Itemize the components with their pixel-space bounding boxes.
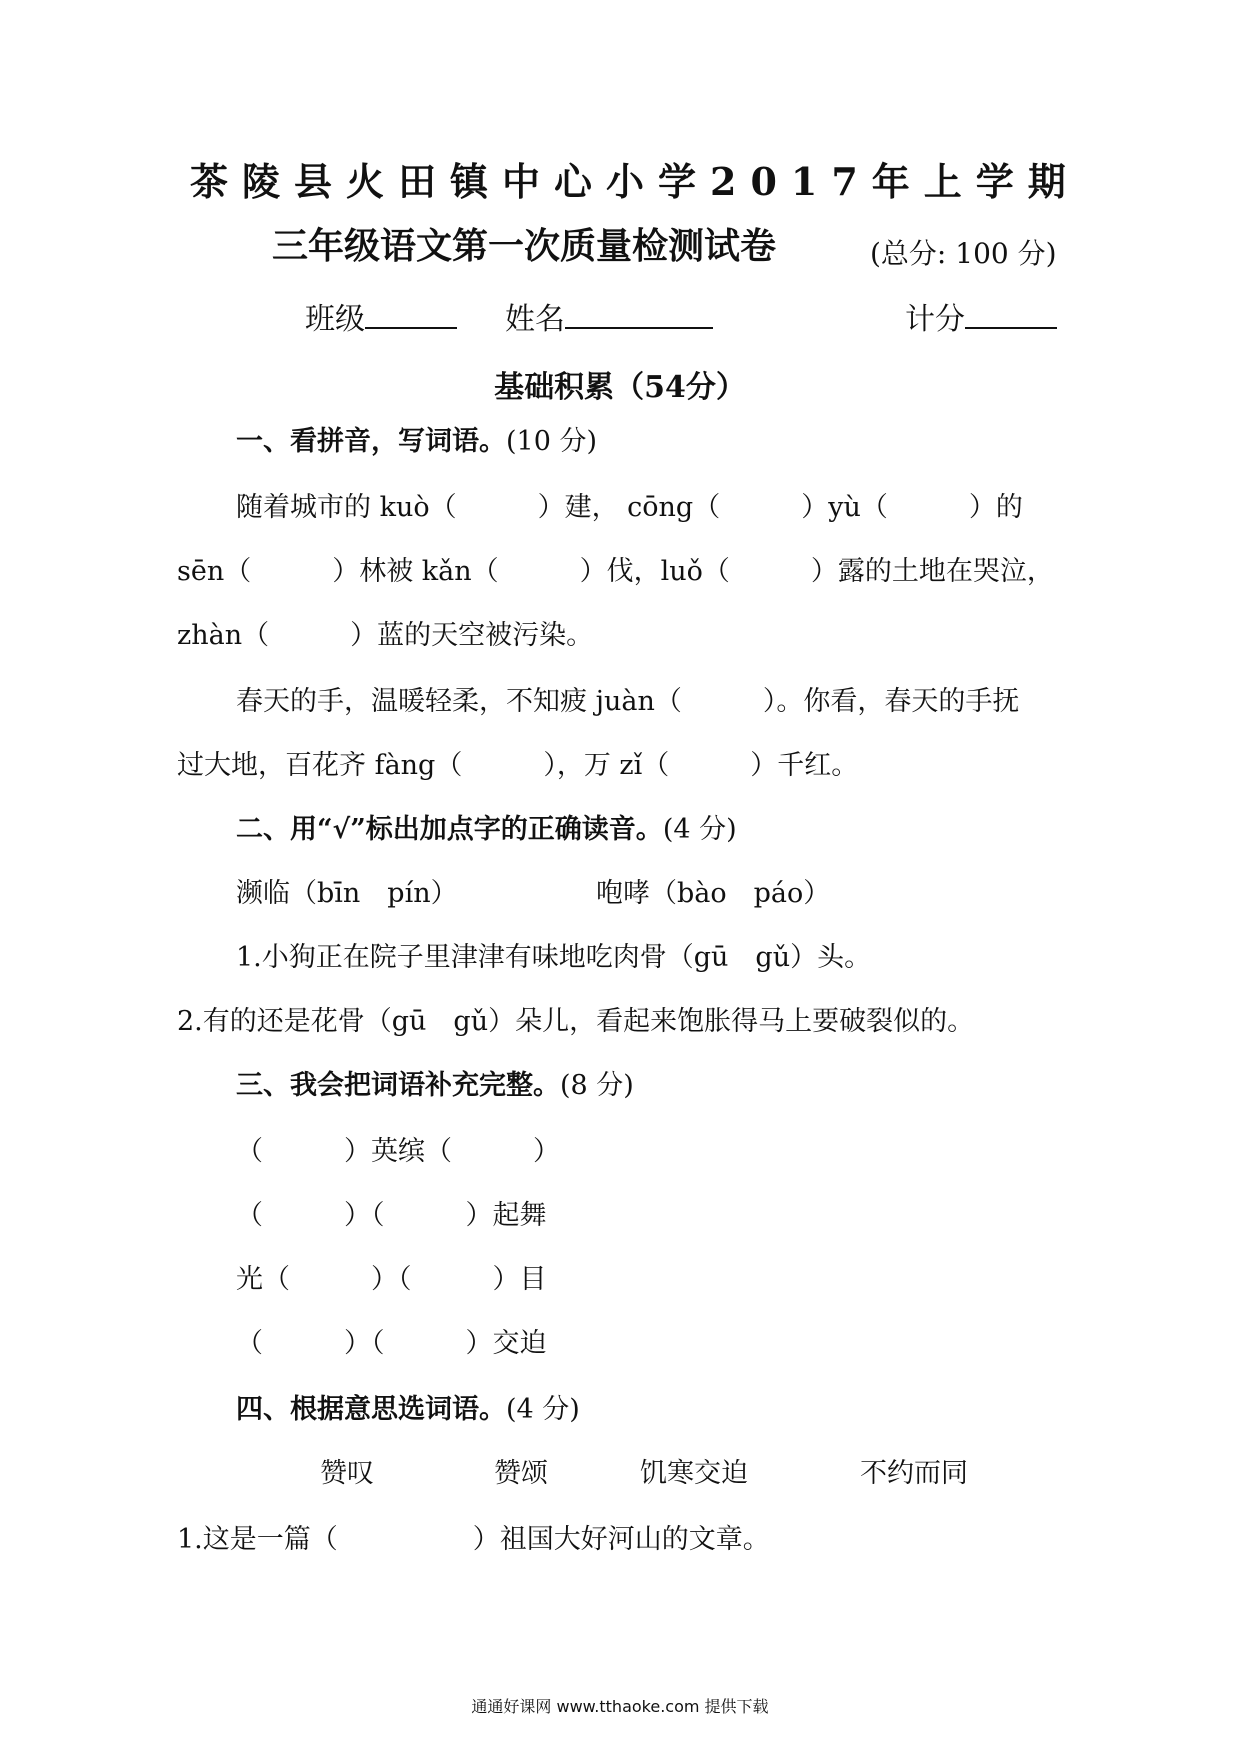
total-score: (总分: 100 分) <box>870 237 1057 270</box>
q2-points: (4 分) <box>662 814 737 845</box>
q4-option-1: 赞叹 <box>320 1458 374 1489</box>
q4-option-4: 不约而同 <box>860 1458 968 1489</box>
class-blank <box>365 325 457 329</box>
name-blank <box>565 325 713 329</box>
q3-line-2: （ ）（ ）起舞 <box>236 1200 547 1231</box>
score-field <box>905 294 1057 338</box>
q4-title: 四、根据意思选词语。 <box>236 1394 506 1425</box>
q3-heading <box>236 1068 634 1104</box>
q1-line-4: 春天的手，温暖轻柔，不知疲 juàn（ ）。你看，春天的手抚 <box>236 686 1020 717</box>
q2-heading <box>236 812 737 848</box>
q3-line-1: （ ）英缤（ ） <box>236 1136 560 1167</box>
q1-title: 一、看拼音，写词语。 <box>236 426 506 457</box>
class-label: 班级 <box>305 302 365 337</box>
q4-option-3: 饥寒交迫 <box>640 1458 748 1489</box>
q3-points: (8 分) <box>560 1070 634 1101</box>
q2-word-2: 咆哮（bào páo） <box>596 878 831 909</box>
q4-points: (4 分) <box>506 1394 580 1425</box>
class-field <box>305 294 457 338</box>
q2-title: 二、用“√”标出加点字的正确读音。 <box>236 814 663 845</box>
section-title: 基础积累（54分） <box>494 370 746 405</box>
q1-heading <box>236 424 597 460</box>
score-blank <box>965 325 1057 329</box>
q3-line-4: （ ）（ ）交迫 <box>236 1328 547 1359</box>
q1-line-5: 过大地，百花齐 fàng（ ），万 zǐ（ ）千红。 <box>177 750 859 781</box>
q1-line-2: sēn（ ）林被 kǎn（ ）伐，luǒ（ ）露的土地在哭泣， <box>177 556 1054 587</box>
q1-line-3: zhàn（ ）蓝的天空被污染。 <box>177 620 594 651</box>
q1-line-1: 随着城市的 kuò（ ）建， cōng（ ）yù（ ）的 <box>236 492 1023 523</box>
q2-word-1: 濒临（bīn pín） <box>236 878 458 909</box>
footer-download-note: 通通好课网 www.tthaoke.com 提供下载 <box>471 1697 769 1716</box>
exam-title-line2: 三年级语文第一次质量检测试卷 <box>272 225 777 267</box>
name-field <box>505 294 713 338</box>
q4-heading <box>236 1392 580 1428</box>
q4-sentence-1: 1.这是一篇（ ）祖国大好河山的文章。 <box>177 1524 770 1555</box>
q3-line-3: 光（ ）（ ）目 <box>236 1264 547 1295</box>
q1-points: (10 分) <box>506 426 598 457</box>
q3-title: 三、我会把词语补充完整。 <box>236 1070 560 1101</box>
score-label: 计分 <box>905 302 965 337</box>
name-label: 姓名 <box>505 302 565 337</box>
q2-sentence-1: 1.小狗正在院子里津津有味地吃肉骨（gū gǔ）头。 <box>236 942 872 973</box>
q2-sentence-2: 2.有的还是花骨（gū gǔ）朵儿，看起来饱胀得马上要破裂似的。 <box>177 1006 975 1037</box>
q4-option-2: 赞颂 <box>494 1458 548 1489</box>
exam-title-line1: 茶陵县火田镇中心小学2017年上学期 <box>190 159 1080 204</box>
